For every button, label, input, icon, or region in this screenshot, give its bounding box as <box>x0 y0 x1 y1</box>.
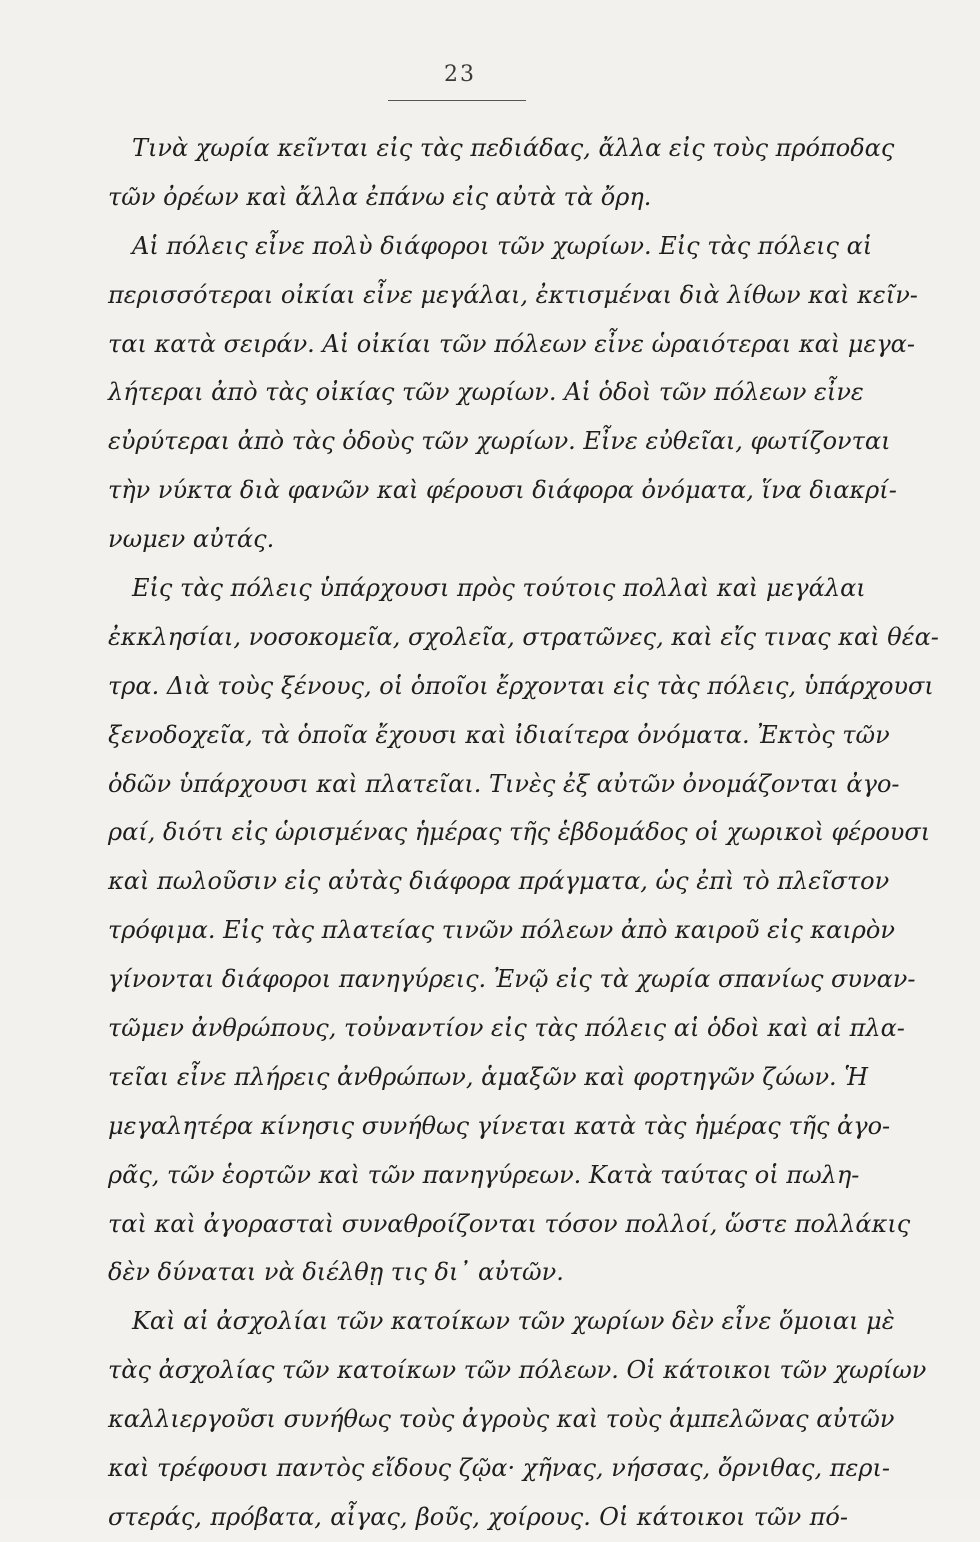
text-line: τρα. Διὰ τοὺς ξένους, οἱ ὁποῖοι ἔρχονται εἰς τὰς πόλεις, ὑπάρχουσι <box>108 671 934 700</box>
text-line: δὲν δύναται νὰ διέλθῃ τις δι᾽ αὐτῶν. <box>108 1258 564 1287</box>
text-line: νωμεν αὐτάς. <box>108 525 275 554</box>
text-line: Αἱ πόλεις εἶνε πολὺ διάφοροι τῶν χωρίων. Εἰς τὰς πόλεις αἱ <box>132 231 873 260</box>
text-line: στεράς, πρόβατα, αἶγας, βοῦς, χοίρους. Οἱ κάτοικοι τῶν πό- <box>108 1502 848 1531</box>
text-line: καὶ πωλοῦσιν εἰς αὐτὰς διάφορα πράγματα, ὡς ἐπὶ τὸ πλεῖστον <box>108 867 890 896</box>
text-line: μεγαλητέρα κίνησις συνήθως γίνεται κατὰ τὰς ἡμέρας τῆς ἀγο- <box>108 1111 891 1140</box>
text-line: εὐρύτεραι ἀπὸ τὰς ὁδοὺς τῶν χωρίων. Εἶνε εὐθεῖαι, φωτίζονται <box>108 427 891 456</box>
text-line: καὶ τρέφουσι παντὸς εἴδους ζῷα· χῆνας, νήσσας, ὄρνιθας, περι- <box>108 1454 891 1483</box>
text-line: λήτεραι ἀπὸ τὰς οἰκίας τῶν χωρίων. Αἱ ὁδοὶ τῶν πόλεων εἶνε <box>108 378 864 407</box>
text-line: γίνονται διάφοροι πανηγύρεις. Ἐνῷ εἰς τὰ χωρία σπανίως συναν- <box>108 965 916 994</box>
text-line: τρόφιμα. Εἰς τὰς πλατείας τινῶν πόλεων ἀπὸ καιροῦ εἰς καιρὸν <box>108 916 895 945</box>
text-line: ρᾶς, τῶν ἑορτῶν καὶ τῶν πανηγύρεων. Κατὰ ταύτας οἱ πωλη- <box>108 1160 860 1189</box>
text-line: τὰς ἀσχολίας τῶν κατοίκων τῶν πόλεων. Οἱ κάτοικοι τῶν χωρίων <box>108 1356 927 1385</box>
text-line: τῶμεν ἀνθρώπους, τοὐναντίον εἰς τὰς πόλεις αἱ ὁδοὶ καὶ αἱ πλα- <box>108 1014 905 1043</box>
text-line: Εἰς τὰς πόλεις ὑπάρχουσι πρὸς τούτοις πολλαὶ καὶ μεγάλαι <box>132 574 866 603</box>
text-line: περισσότεραι οἰκίαι εἶνε μεγάλαι, ἐκτισμέναι διὰ λίθων καὶ κεῖν- <box>108 280 918 309</box>
text-line: τεῖαι εἶνε πλήρεις ἀνθρώπων, ἁμαξῶν καὶ φορτηγῶν ζώων. Ἡ <box>108 1062 869 1091</box>
text-line: Καὶ αἱ ἀσχολίαι τῶν κατοίκων τῶν χωρίων δὲν εἶνε ὅμοιαι μὲ <box>132 1307 895 1336</box>
text-line: καλλιεργοῦσι συνήθως τοὺς ἀγροὺς καὶ τοὺς ἀμπελῶνας αὐτῶν <box>108 1405 895 1434</box>
text-line: ραί, διότι εἰς ὡρισμένας ἡμέρας τῆς ἑβδομάδος οἱ χωρικοὶ φέρουσι <box>108 818 931 847</box>
body-text <box>108 124 939 1542</box>
text-line: Τινὰ χωρία κεῖνται εἰς τὰς πεδιάδας, ἄλλα εἰς τοὺς πρόποδας <box>132 134 895 162</box>
text-line: ταὶ καὶ ἀγορασταὶ συναθροίζονται τόσον πολλοί, ὥστε πολλάκις <box>108 1209 911 1238</box>
text-line: ται κατὰ σειράν. Αἱ οἰκίαι τῶν πόλεων εἶνε ὡραιότεραι καὶ μεγα- <box>108 329 915 358</box>
text-line: ἐκκλησίαι, νοσοκομεῖα, σχολεῖα, στρατῶνες, καὶ εἴς τινας καὶ θέα- <box>108 622 939 651</box>
header-rule <box>388 100 526 101</box>
text-line: τὴν νύκτα διὰ φανῶν καὶ φέρουσι διάφορα ὀνόματα, ἵνα διακρί- <box>108 476 897 505</box>
text-line: ξενοδοχεῖα, τὰ ὁποῖα ἔχουσι καὶ ἰδιαίτερα ὀνόματα. Ἐκτὸς τῶν <box>108 720 890 749</box>
text-line: τῶν ὀρέων καὶ ἄλλα ἐπάνω εἰς αὐτὰ τὰ ὄρη. <box>108 182 652 211</box>
text-line: ὁδῶν ὑπάρχουσι καὶ πλατεῖαι. Τινὲς ἐξ αὐτῶν ὀνομάζονται ἀγο- <box>108 769 900 798</box>
page-number: 23 <box>444 62 476 87</box>
